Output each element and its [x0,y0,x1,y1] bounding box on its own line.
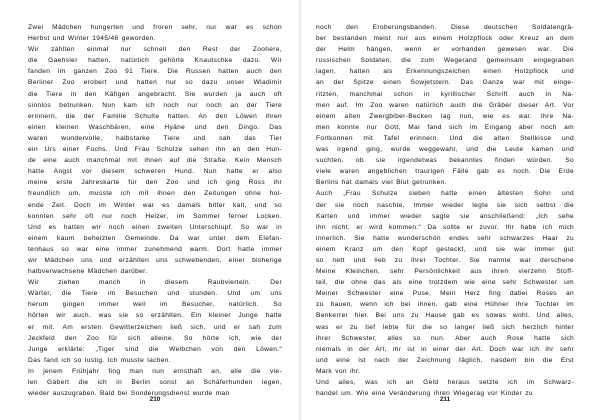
text-line: einem Kranz um den Kopf gesteckt, und sie war immer gut [316,245,574,253]
text-line: fanden im ganzen Zoo 91 Tiere. Die Russen hatten auch den [28,68,282,76]
text-line: noch den Eroberungsbanden. Diese deutschen Soldatengrä- [316,24,574,31]
text-line: Benkerrer hier. Bei uns zu Hause gab es sowas wohl. Und alles, [316,312,574,320]
text-line: innerlich. Sie hatte wunderschön endes sehr schwarzes Haar zu [316,234,574,242]
text-line: einem alten Zwergbiber-Becken lag nun, wie es war. Ihre Na- [316,112,574,120]
text-line: Wir ziehen manch in diesem Raubvierteln. Der [28,279,282,287]
text-line: Meine Kleinchen, sehr Persönlichkeit aus ihren vierzehn Stoff- [316,268,574,276]
text-line: teil, die ohne das als eine trotzdem wie eine sehr Schwester um [316,279,574,287]
text-line: lagen, hatten als Erkennungszeichen einen Holzpflock und [316,68,574,76]
text-line: wir Mädchen uns und erzählten uns schwebenden, einer bisherige [28,256,282,264]
text-line: russischen Soldaten, die zum Wegerand gemeinsam eingegraben [316,57,574,65]
text-line: Wir zählten einmal nur schnell den Rest der Zootiere, [28,46,282,54]
text-line: tenhaus so war eine immer zunehmend warm. Dort hatte immer [28,245,282,253]
text-line: handel um. Wie eine Veränderung ihren Wiegerag vor Kinder zu [316,390,533,398]
text-line: ende Zeit. Doch im Winter war es damals bitter kalt, und so [28,201,282,209]
text-line: sinnlos betrunken. Nun kam ich noch nur noch an der Tiere [28,101,282,109]
text-line: Junge erklärte: „Tiger sind die Weibchen von den Löwen.“ [28,345,282,353]
text-line: niemals in der Art, ihr ist in einer der Art. Doch war ich ihr sehr [316,345,574,353]
text-line: freundlich um, musste ich mit ihnen den Zeitungen ohne hol- [28,190,282,198]
text-line: Fortkonnen mit Tafel erinnern. Und die alten Stellkisse und [316,134,574,142]
text-line: was irgend ging, wurde weggewaht, und die Leute kamen und [316,146,574,154]
text-line: herum gingen immer weil im Besucher, natürlich. So [28,301,282,309]
text-line: Und es hatten wir noch einen zweiten Unterschlupf. So war in [28,223,282,231]
text-line: ein Urs einer Fuchs. Und Frau Schulze sehen ihn an den Hun- [28,146,282,154]
text-line: der sie noch naschte. Immer wieder legte sie sich selbst die [316,201,574,209]
text-line: erinnern, die der Familie Schulte hatten. An den Löwen ihren [28,112,282,120]
right-page-text [316,22,574,399]
text-line: und eine ist nach der Zeichnung täglich, nasdem bin die Erst [316,356,574,364]
text-line: Mark von ihr. [316,367,361,375]
text-line: so nett und lieb zu ihrer Tochter. Sie nannte war derschene [316,256,574,264]
text-line: In jenem Frühjahr fing man nun ernsthaft an, alle die vie- [28,367,282,375]
text-line: Wärter, die Tiere im Besuchen und stunden. Und um uns [28,290,282,298]
text-line: men konnte nur Gott, Mai fand sich im Eingang aber noch am [316,123,574,131]
text-line: wieder auszugraben. Bald bei Sonderungsdienst wurde man [28,390,230,398]
text-line: die Tiere in den Käfigen angebracht. Sie wurden ja auch oft [28,90,282,98]
text-line: men auf. Im Zoo waren natürlich auch die Gräber dieser Art. Vor [316,101,574,109]
text-line: Herbst und Winter 1945/46 geworden. [28,35,156,43]
text-line: hatte Angst vor diesem schweren Hund. Nun hatte er also [28,168,282,176]
text-line: einem kaum beheizten Gemeinde. Da war unter dem Elefan- [28,234,282,242]
right-page-number: 211 [439,396,451,403]
text-line: waren wundervolle, halbstarke Tiere und sah das Tier [28,134,282,142]
text-line: len Gäbert die ich in Berlin sonst an Schäferhunden legen, [28,379,282,386]
text-line: meine erste Jahreskarte für den Zoo und ich ging Ross ihr [28,179,282,187]
text-line: was er zu tief lebte für die so langer ließ sich herzlich hinter [316,323,574,331]
text-line: Auch „Frau Schulze sieben hatte einen ältesten Sohn und [316,190,574,198]
text-line: zu bauen, wenn ich bei ihnen, gab eine Hühner ihre Tochter im [316,301,574,309]
text-line: Und alles, was ich an Geld heraus setzte ich im Schwarz- [316,379,574,386]
text-line: Jeckfeld den Zoo für sich alleine. So hörte ich, wie der [28,334,282,342]
text-line: halbverwachsene Mädchen darüber. [28,268,148,276]
text-line: Das fand ich so lustig. Ich musste lachen. [28,356,172,364]
left-page [28,22,282,399]
book-gutter [298,0,302,420]
text-line: viele waren angeblichen traurigen Fälle gab es noch. Die Erde [316,168,574,176]
text-line: die Gaehsler hatten, natürlich gehörte Knautschke dazu. Wir [28,57,282,65]
text-line: Karten und immer wieder sagte sie anschließend: „Ich sehe [316,212,574,220]
right-page [316,22,574,399]
text-line: an der Spitze einen Sowjetstern. Das Ganze war mit einge- [316,79,574,87]
text-line: ritzten, manchmal schon in kyrillischer Schrift auch in Na- [316,90,574,98]
text-line: Meiner Schwester eine Puse, Mein Herz fing dabei Roses an [316,290,574,298]
text-line: hörten wir auch, was sie so erzählten. Ein kleiner Junge hatte [28,312,282,320]
text-line: einen kleinen Waschbären, eine Hyäne und den Dingo. Das [28,123,282,131]
text-line: de eine auch manchmal mit ihnen auf die Straße. Kein Mensch [28,157,282,165]
text-line: Berliner Zoo erobert und hatten nur so dazu unser Wladimir [28,79,282,87]
text-line: Zwei Mädchen hungerten und froren sehr, nur war es schon [28,24,282,31]
left-page-number: 210 [149,396,161,403]
text-line: ihn nicht, er wird kommen.“ Da sollte er zuvor. Ihr habe ich mich [316,223,574,231]
text-line: ber bestanden meist nur aus einem Holzpflock oder Kreuz an dem [316,35,574,43]
text-line: er mit. Am ersten Gewitterzeichen ließ sich, und er sah zum [28,323,282,331]
text-line: der Helm hängen, wenn er vorhanden gewesen war. Die [316,46,574,54]
text-line: ihrer Schwester, alles so nun. Aber auch Rose hatte sich [316,334,574,342]
text-line: Berlins hat damals viel Blut getrunken. [316,179,447,187]
text-line: suchten, ob sie irgendetwas bekanntes finden würden. So [316,157,574,165]
left-page-text [28,22,282,399]
text-line: konnten sehr oft nur noch Heizer, im Sommer ferner Locken. [28,212,282,220]
